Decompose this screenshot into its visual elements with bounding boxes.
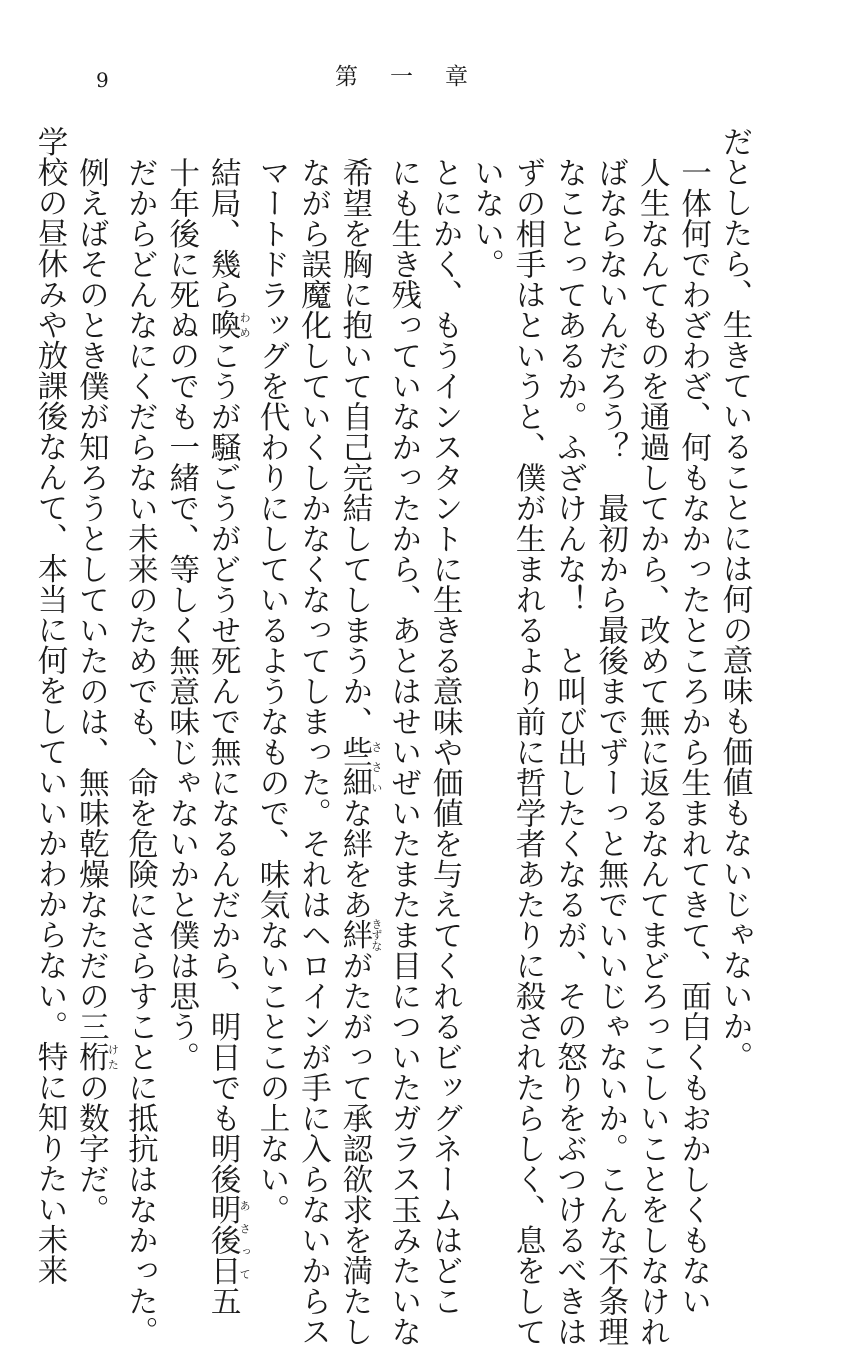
text-line: とにかく、もうインスタントに生きる意味や価値を与えてくれるビッグネームはどこ: [427, 156, 463, 1316]
paragraph-2: [465, 126, 713, 1346]
paragraph-4: [160, 126, 252, 1316]
text-line: ながら誤魔化していくしかなくなってしまった。それはヘロインが手に入らないからス: [295, 156, 331, 1346]
paragraph-5: [70, 126, 160, 1346]
text-line: 希望を胸に抱いて自己完結してしまうか、些細ささいな絆をあ絆きずながたがって承認欲求を満たし: [336, 156, 383, 1346]
paragraph-1: [714, 126, 755, 1136]
paragraph-3: [251, 126, 466, 1346]
page-number: 9: [96, 68, 109, 92]
text-line: 人生なんてものを通過してから、改めて無に返るなんてまどろっこしいことをしなけれ: [634, 156, 670, 1346]
furigana: 桁けた: [73, 1041, 120, 1072]
text-line: なことってあるか。ふざけんな！ と叫び出したくなるが、その怒りをぶつけるべきは: [551, 156, 587, 1346]
text-line: だとしたら、生きていることには何の意味も価値もないじゃないか。: [717, 126, 752, 1072]
text-line: 結局、幾ら喚わめこうが騒ごうがどうせ死んで無になるんだから、明日でも明後明後日あさって五: [205, 156, 252, 1316]
text-line: ずの相手はというと、僕が生まれるより前に哲学者あたりに殺されたらしく、息をして: [509, 156, 545, 1346]
furigana: 絆きずな: [336, 917, 383, 951]
vertical-body-text: [29, 126, 755, 1346]
chapter-title: 第一章: [335, 64, 500, 90]
text-line: にも生き残っていなかったから、あとはせいぜいたまたま目についたガラス玉みたいな: [385, 156, 421, 1346]
text-line: マートドラッグを代わりにしているようなもので、味気ないことこの上ない。: [254, 156, 290, 1224]
furigana: 些細ささい: [336, 736, 383, 797]
paragraph-6: [29, 126, 70, 1285]
text-line: 一体何でわざわざ、何もなかったところから生まれてきて、面白くもおかしくもない: [675, 156, 711, 1316]
furigana: 喚わめ: [205, 309, 252, 340]
text-line: いない。: [468, 156, 504, 279]
text-line: 学校の昼休みや放課後なんて、本当に何をしていいかわからない。特に知りたい未来: [32, 126, 67, 1285]
text-line: ばならないんだろう？ 最初から最後までずーっと無でいいじゃないか。こんな不条理: [592, 156, 628, 1346]
text-line: 十年後に死ぬのでも一緒で、等しく無意味じゃないかと僕は思う。: [163, 156, 199, 1072]
text-line: だからどんなにくだらない未来のためでも、命を危険にさらすことに抵抗はなかった。: [122, 156, 158, 1346]
text-line: 例えばそのとき僕が知ろうとしていたのは、無味乾燥なただの三桁けたの数字だ。: [73, 156, 120, 1224]
furigana: 明後日あさって: [205, 1193, 252, 1285]
